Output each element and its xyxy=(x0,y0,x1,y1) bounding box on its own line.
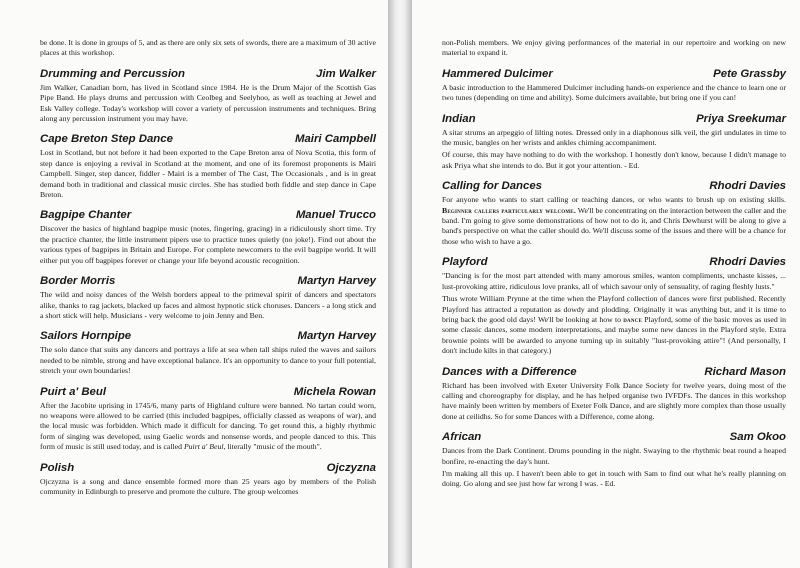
workshop-title: Drumming and Percussion xyxy=(40,67,185,80)
section-drumming xyxy=(40,67,376,125)
section-heading xyxy=(442,67,786,81)
tutor-name: Michela Rowan xyxy=(293,385,376,398)
section-cape-breton xyxy=(40,132,376,200)
description-text: , literally "music of the mouth". xyxy=(223,442,322,452)
workshop-description: Discover the basics of highland bagpipe music (notes, fingering, gracing) in a ridiculously short time. Try the practice chanter, the little instrument pipers use to practice tunes quietly (no joke!). Find out about the various types of bagpipes in Britain and Europe. For complete newcomers to the evil bagpipe world. It will either put you off bagpipes forever or change your life beyond acoustic recognition. xyxy=(40,224,376,265)
continued-text: non-Polish members. We enjoy giving performances of the material in our repertoire and working on new material to expand it. xyxy=(442,38,786,58)
workshop-title: Puirt a' Beul xyxy=(40,385,107,398)
section-heading xyxy=(40,208,376,222)
workshop-title: Bagpipe Chanter xyxy=(40,209,132,222)
tutor-name: Mairi Campbell xyxy=(294,133,376,146)
right-page xyxy=(412,0,800,568)
tutor-name: Rhodri Davies xyxy=(709,256,786,269)
tutor-name: Jim Walker xyxy=(316,67,376,80)
emphasis-text: Beginner callers particularly welcome. xyxy=(442,205,576,215)
section-playford xyxy=(442,255,786,356)
section-bagpipe xyxy=(40,208,376,266)
workshop-title: African xyxy=(442,431,482,444)
section-heading xyxy=(40,132,376,146)
section-heading xyxy=(40,461,376,475)
section-polish xyxy=(40,461,376,498)
workshop-description: A sitar strums an arpeggio of lilting notes. Dressed only in a diaphonous silk veil, the girl undulates in time to the music, bangles on her wrists and ankles chiming accompaniment. xyxy=(442,127,786,148)
section-heading xyxy=(40,329,376,343)
workshop-description xyxy=(442,195,786,247)
workshop-title: Sailors Hornpipe xyxy=(40,330,132,343)
section-dances-difference xyxy=(442,365,786,423)
editor-note: Of course, this may have nothing to do with the workshop. I honestly don't know, because I didn't manage to ask Priya what she intends to do. But it got your attention. - Ed. xyxy=(442,150,786,170)
workshop-title: Playford xyxy=(442,256,488,269)
workshop-title: Calling for Dances xyxy=(442,180,543,193)
left-page xyxy=(0,0,388,568)
section-border-morris xyxy=(40,274,376,321)
tutor-name: Ojczyzna xyxy=(326,461,376,474)
section-heading xyxy=(442,365,786,379)
workshop-description xyxy=(442,294,786,356)
description-text: For anyone who wants to start calling or teaching dances, or who wants to brush up on existing skills. xyxy=(442,195,786,205)
tutor-name: Martyn Harvey xyxy=(297,330,376,343)
workshop-title: Border Morris xyxy=(40,275,116,288)
tutor-name: Manuel Trucco xyxy=(295,209,376,222)
editor-note: I'm making all this up. I haven't been able to get in touch with Sam to find out what he's really planning on doing. Go along and see just how far wrong I was. - Ed. xyxy=(442,468,786,489)
section-hammered-dulcimer xyxy=(442,67,786,104)
section-heading xyxy=(40,67,376,81)
emphasis-text: dance xyxy=(623,314,643,324)
workshop-description: Lost in Scotland, but not before it had been exported to the Cape Breton area of Nova Scotia, this form of step dance is enjoying a revival in Scotland at the moment, and one of its foremost proponents is Mairi Campbell. Singer, step dancer, fiddler - Mairi is a member of The Cast, The Occasionals , and is in great demand both in traditional and classical music circles. She has studied both fiddle and step dance in Cape Breton. xyxy=(40,148,376,200)
section-indian xyxy=(442,112,786,172)
section-heading xyxy=(442,255,786,269)
section-heading xyxy=(40,385,376,399)
continued-text: be done. It is done in groups of 5, and as there are only six sets of swords, there are a maximum of 30 active places at this workshop. xyxy=(40,38,376,58)
workshop-title: Dances with a Difference xyxy=(442,365,577,378)
section-heading xyxy=(442,179,786,193)
page-gutter xyxy=(388,0,412,568)
tutor-name: Pete Grassby xyxy=(713,67,786,80)
workshop-description: The solo dance that suits any dancers and portrays a life at sea when tall ships ruled the waves and sailors needed to be nimble, strong and have exceptional balance. It's an opportunity to dance to your full potential, stretch your own boundaries! xyxy=(40,345,376,376)
tutor-name: Sam Okoo xyxy=(729,431,786,444)
workshop-description: A basic introduction to the Hammered Dulcimer including hands-on experience and the chance to learn one or two tunes (depending on time and ability). Some dulcimers available, but bring one if you can! xyxy=(442,82,786,103)
workshop-title: Polish xyxy=(40,461,75,474)
description-text: Playford, some of the basic moves as used in some classic dances, some modern interpretations, and maybe some new dances in the Playford style. Extra brownie points will be awarded to anyone turning up in suitably "lust-provoking attire"! (And personally, I don't include kilts in that category.) xyxy=(442,314,786,356)
section-sailors-hornpipe xyxy=(40,329,376,376)
tutor-name: Martyn Harvey xyxy=(297,275,376,288)
workshop-description: Jim Walker, Canadian born, has lived in Scotland since 1984. He is the Drum Major of the Scottish Gas Pipe Band. He plays drums and percussion with Ceolbeg and Seelyhoo, as well as teaching at Jewel and Esk Valley college. Today's workshop will cover a variety of percussion instruments and techniques. Bring along any percussion instrument you may have. xyxy=(40,82,376,124)
section-calling xyxy=(442,179,786,247)
tutor-name: Priya Sreekumar xyxy=(696,112,786,125)
section-heading xyxy=(442,430,786,444)
description-text: We'll be concentrating on the interaction between the caller and the band. I'm going to give some demonstrations of how not to do it, and Chris Dewhurst will be along to give a band's perspective on what the caller should do. We'll discuss some of the issues and there will be a chance for those who wish to have a go. xyxy=(442,205,786,246)
section-heading xyxy=(442,112,786,126)
workshop-description: Ojczyzna is a song and dance ensemble formed more than 25 years ago by members of the Polish community in Edinburgh to preserve and promote the culture. The group welcomes xyxy=(40,476,376,496)
workshop-title: Indian xyxy=(442,112,476,125)
quotation: "Dancing is for the most part attended with many amorous smiles, wanton compliments, unchaste kisses, ... lust-provoking attire, ridiculous love pranks, all of which savour only of sensuality, of raging fleshly lusts." xyxy=(442,271,786,291)
workshop-description: The wild and noisy dances of the Welsh borders appeal to the primeval spirit of dancers and spectators alike, thanks to rag jackets, blacked up faces and almost hypnotic stick choruses. Dancers - a long stick and a short stick will help. Musicians - very welcome to join Jenny and Ben. xyxy=(40,290,376,320)
description-text: After the Jacobite uprising in 1745/6, many parts of Highland culture were banned. No tartan could worn, no weapons were allowed to be carried (this included bagpipes, officially classed as weapons of war), and the local music was forbidden. Which made it difficult for dancing. To get round this, a highly rhythmic form of singing was developed, using Gaelic words and nonsense words, and people danced to this. This form of music is still used today, and is called xyxy=(40,400,376,452)
workshop-title: Hammered Dulcimer xyxy=(442,67,553,80)
italic-term: Puirt a' Beul xyxy=(183,442,224,452)
workshop-description: Dances from the Dark Continent. Drums pounding in the night. Swaying to the rhythmic beat round a heaped bonfire, re-enacting the day's hunt. xyxy=(442,446,786,466)
section-heading xyxy=(40,274,376,288)
description-text: Thus wrote William Prynne at the time when the Playford collection of dances were first published. Recently Playford has attracted a reputation as dowdy and plodding. Originally it was anything but, and it is time to bring back the good old days! We'll be looking at how to xyxy=(442,294,786,324)
workshop-description: Richard has been involved with Exeter University Folk Dance Society for twelve years, doing most of the calling and choreography for display, and he has helped organise two IVFDFs. The dances in this workshop have mainly been written by members of Exeter Folk Dance, and are slightly more complex than those usually done at ceilidhs. So for some Dances with a Difference, come along. xyxy=(442,380,786,421)
tutor-name: Rhodri Davies xyxy=(709,180,786,193)
workshop-description xyxy=(40,401,376,453)
section-african xyxy=(442,430,786,490)
section-puirt-a-beul xyxy=(40,385,376,453)
workshop-title: Cape Breton Step Dance xyxy=(40,133,173,146)
tutor-name: Richard Mason xyxy=(704,365,786,378)
